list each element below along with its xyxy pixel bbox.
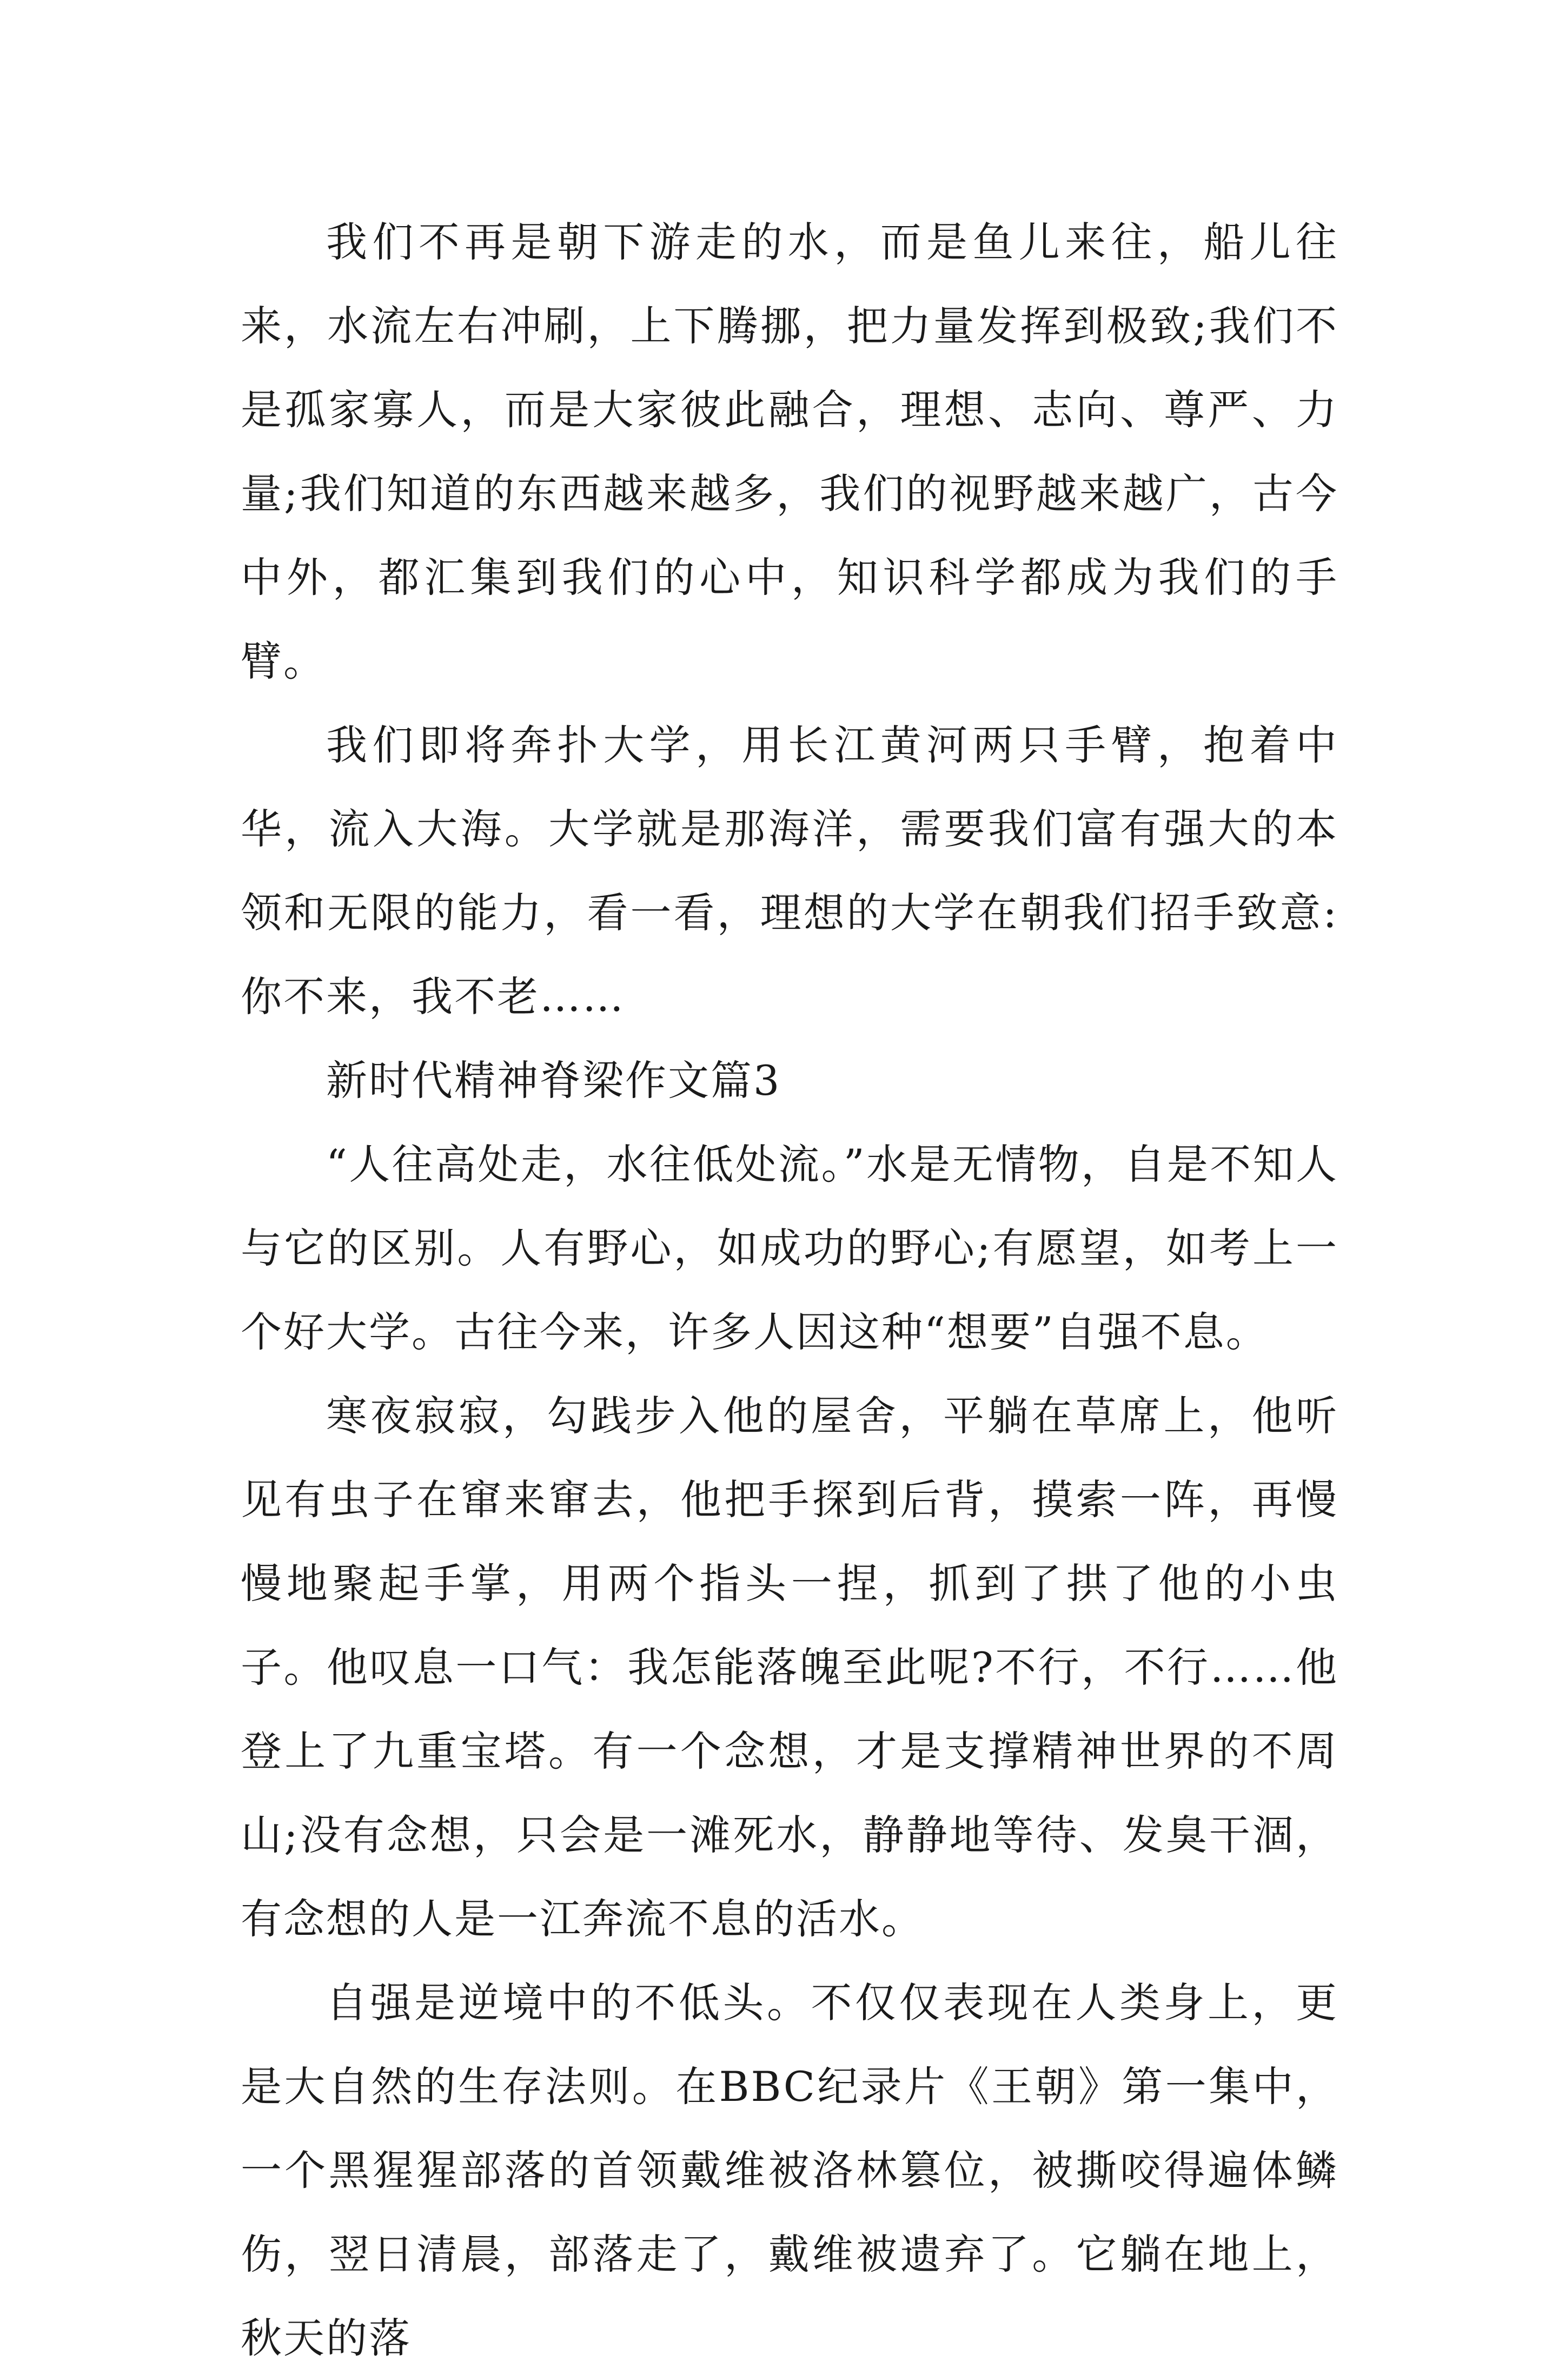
paragraph-2: 我们即将奔扑大学，用长江黄河两只手臂，抱着中华，流入大海。大学就是那海洋，需要我们富有强大的本领和无限的能力，看一看，理想的大学在朝我们招手致意:你不来，我不老…… — [241, 721, 1338, 1021]
document-body — [241, 200, 1338, 2380]
paragraph-3: “人往高处走，水往低处流。”水是无情物，自是不知人与它的区别。人有野心，如成功的野心;有愿望，如考上一个好大学。古往今来，许多人因这种“想要”自强不息。 — [241, 1140, 1338, 1356]
section-heading: 新时代精神脊梁作文篇3 — [326, 1056, 781, 1105]
paragraph-5: 自强是逆境中的不低头。不仅仅表现在人类身上，更是大自然的生存法则。在BBC纪录片《王朝》第一集中，一个黑猩猩部落的首领戴维被洛林篡位，被撕咬得遍体鳞伤，翌日清晨，部落走了，戴维被遗弃了。它躺在地上，秋天的落 — [241, 1979, 1338, 2362]
paragraph-4: 寒夜寂寂，勾践步入他的屋舍，平躺在草席上，他听见有虫子在窜来窜去，他把手探到后背，摸索一阵，再慢慢地聚起手掌，用两个指头一捏，抓到了拱了他的小虫子。他叹息一口气：我怎能落魄至此呢?不行，不行……他登上了九重宝塔。有一个念想，才是支撑精神世界的不周山;没有念想，只会是一滩死水，静静地等待、发臭干涸，有念想的人是一江奔流不息的活水。 — [241, 1392, 1338, 1943]
paragraph-1: 我们不再是朝下游走的水，而是鱼儿来往，船儿往来，水流左右冲刷，上下腾挪，把力量发挥到极致;我们不是孤家寡人，而是大家彼此融合，理想、志向、尊严、力量;我们知道的东西越来越多，我们的视野越来越广，古今中外，都汇集到我们的心中，知识科学都成为我们的手臂。 — [241, 218, 1338, 685]
